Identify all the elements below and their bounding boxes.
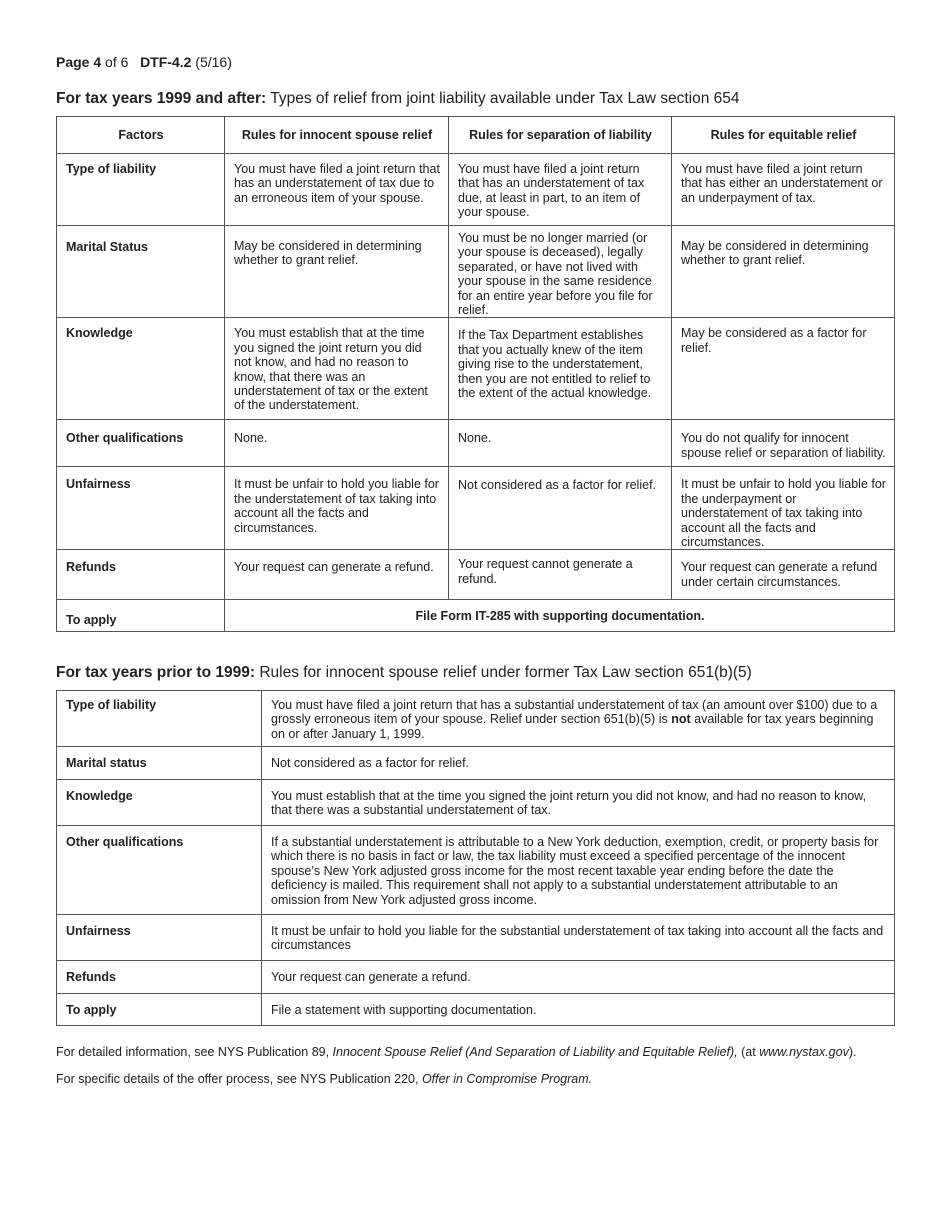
table-cell: May be considered in determining whether to grant relief. xyxy=(225,226,449,318)
table-row xyxy=(57,467,895,550)
page-total: of 6 xyxy=(105,54,129,70)
table-cell: None. xyxy=(449,420,672,467)
table-cell: None. xyxy=(225,420,449,467)
prior-1999-rules-table xyxy=(56,690,895,1026)
row-label: Other qualifications xyxy=(57,826,262,915)
table-row xyxy=(57,826,895,915)
table2-title-rest: Rules for innocent spouse relief under former Tax Law section 651(b)(5) xyxy=(259,664,752,681)
table1-title xyxy=(56,90,740,108)
table-cell: You must have filed a joint return that has an understatement of tax due to an erroneous item of your spouse. xyxy=(225,154,449,226)
publication-title: Offer in Compromise Program. xyxy=(421,1072,593,1086)
table2-title xyxy=(56,664,752,682)
table-row xyxy=(57,550,895,600)
row-label: Type of liability xyxy=(57,691,262,747)
apply-instruction: File Form IT-285 with supporting documentation. xyxy=(225,600,895,632)
table1-title-rest: Types of relief from joint liability available under Tax Law section 654 xyxy=(270,90,740,107)
table1-header-row xyxy=(57,117,895,154)
cell-text-emphasis: not xyxy=(671,712,691,727)
table-cell: It must be unfair to hold you liable for the underpayment or understatement of tax taking into account all the facts and circumstances. xyxy=(672,467,895,550)
form-id: DTF-4.2 xyxy=(140,54,192,70)
table1-apply-row xyxy=(57,600,895,632)
table-row xyxy=(57,994,895,1026)
row-label: Unfairness xyxy=(57,915,262,961)
col-header-separation: Rules for separation of liability xyxy=(449,117,672,154)
cell-text: You must have filed a joint return that has a substantial understatement of tax (an amount over $100) due to a grossly erroneous item of your spouse. Relief under section 651(b)(5) is xyxy=(271,698,878,727)
row-label: To apply xyxy=(57,994,262,1026)
page-number: Page 4 xyxy=(56,54,102,70)
table2-title-bold: For tax years prior to 1999: xyxy=(56,664,255,681)
table-row xyxy=(57,318,895,420)
table-row xyxy=(57,780,895,826)
table-cell: You must have filed a joint return that has an understatement of tax due, at least in part, to an item of your spouse. xyxy=(449,154,672,226)
col-header-factors: Factors xyxy=(57,117,225,154)
page-header xyxy=(56,54,232,70)
table-cell: Your request cannot generate a refund. xyxy=(449,550,672,600)
table-cell: Your request can generate a refund. xyxy=(262,961,895,994)
cell-text: available for tax years beginning on or after January 1, 1999. xyxy=(271,712,874,741)
table-cell: Not considered as a factor for relief. xyxy=(449,467,672,550)
table-row xyxy=(57,154,895,226)
table-cell: If the Tax Department establishes that you actually knew of the item giving rise to the understatement, then you are not entitled to relief to the extent of the actual knowledge. xyxy=(449,318,672,420)
row-label: Knowledge xyxy=(57,318,225,420)
row-label: Marital status xyxy=(57,747,262,780)
table-cell: If a substantial understatement is attributable to a New York deduction, exemption, credit, or property basis for which there is no basis in fact or law, the tax liability must exceed a specified percentage of the innocent spouse’s New York adjusted gross income for the most recent taxable year ending before the date the deficiency is mailed. This requirement shall not apply to a substantial understatement attributable to an omission from New York adjusted gross income. xyxy=(262,826,895,915)
form-date: (5/16) xyxy=(195,54,232,70)
table-cell: You do not qualify for innocent spouse relief or separation of liability. xyxy=(672,420,895,467)
table-row xyxy=(57,747,895,780)
row-label: Type of liability xyxy=(57,154,225,226)
table-cell: You must establish that at the time you signed the joint return you did not know, and had no reason to know, that there was an understatement of tax or the extent of the understatement. xyxy=(225,318,449,420)
footer-text: (at xyxy=(737,1045,760,1059)
row-label: Marital Status xyxy=(57,226,225,318)
row-label: Other qualifications xyxy=(57,420,225,467)
table-cell: Not considered as a factor for relief. xyxy=(262,747,895,780)
table-row xyxy=(57,961,895,994)
row-label: Refunds xyxy=(57,550,225,600)
relief-comparison-table xyxy=(56,116,895,632)
table-cell xyxy=(262,691,895,747)
table1-title-bold: For tax years 1999 and after: xyxy=(56,90,267,107)
table-cell: It must be unfair to hold you liable for the substantial understatement of tax taking into account all the facts and circumstances xyxy=(262,915,895,961)
table-cell: May be considered as a factor for relief. xyxy=(672,318,895,420)
website-link[interactable]: www.nystax.gov xyxy=(759,1045,849,1059)
table-cell: Your request can generate a refund. xyxy=(225,550,449,600)
table-cell: It must be unfair to hold you liable for the understatement of tax taking into account all the facts and circumstances. xyxy=(225,467,449,550)
table-cell: You must establish that at the time you signed the joint return you did not know, and had no reason to know, that there was a substantial understatement of tax. xyxy=(262,780,895,826)
row-label: Knowledge xyxy=(57,780,262,826)
table-cell: Your request can generate a refund under certain circumstances. xyxy=(672,550,895,600)
row-label: Unfairness xyxy=(57,467,225,550)
table-row xyxy=(57,420,895,467)
col-header-innocent-spouse: Rules for innocent spouse relief xyxy=(225,117,449,154)
publication-title: Innocent Spouse Relief (And Separation of Liability and Equitable Relief), xyxy=(332,1045,738,1059)
table-cell: You must have filed a joint return that has either an understatement or an underpayment of tax. xyxy=(672,154,895,226)
footer-note-publication-220 xyxy=(56,1072,592,1086)
table-row xyxy=(57,691,895,747)
table-cell: You must be no longer married (or your spouse is deceased), legally separated, or have not lived with your spouse in the same residence for an entire year before you file for relief. xyxy=(449,226,672,318)
table-cell: File a statement with supporting documentation. xyxy=(262,994,895,1026)
table-row xyxy=(57,915,895,961)
table-row xyxy=(57,226,895,318)
footer-note-publication-89 xyxy=(56,1045,856,1059)
footer-text: For specific details of the offer process, see NYS Publication 220, xyxy=(56,1072,422,1086)
col-header-equitable: Rules for equitable relief xyxy=(672,117,895,154)
footer-text: ). xyxy=(848,1045,857,1059)
footer-text: For detailed information, see NYS Publication 89, xyxy=(56,1045,333,1059)
table-cell: May be considered in determining whether to grant relief. xyxy=(672,226,895,318)
row-label: Refunds xyxy=(57,961,262,994)
row-label: To apply xyxy=(57,600,225,632)
